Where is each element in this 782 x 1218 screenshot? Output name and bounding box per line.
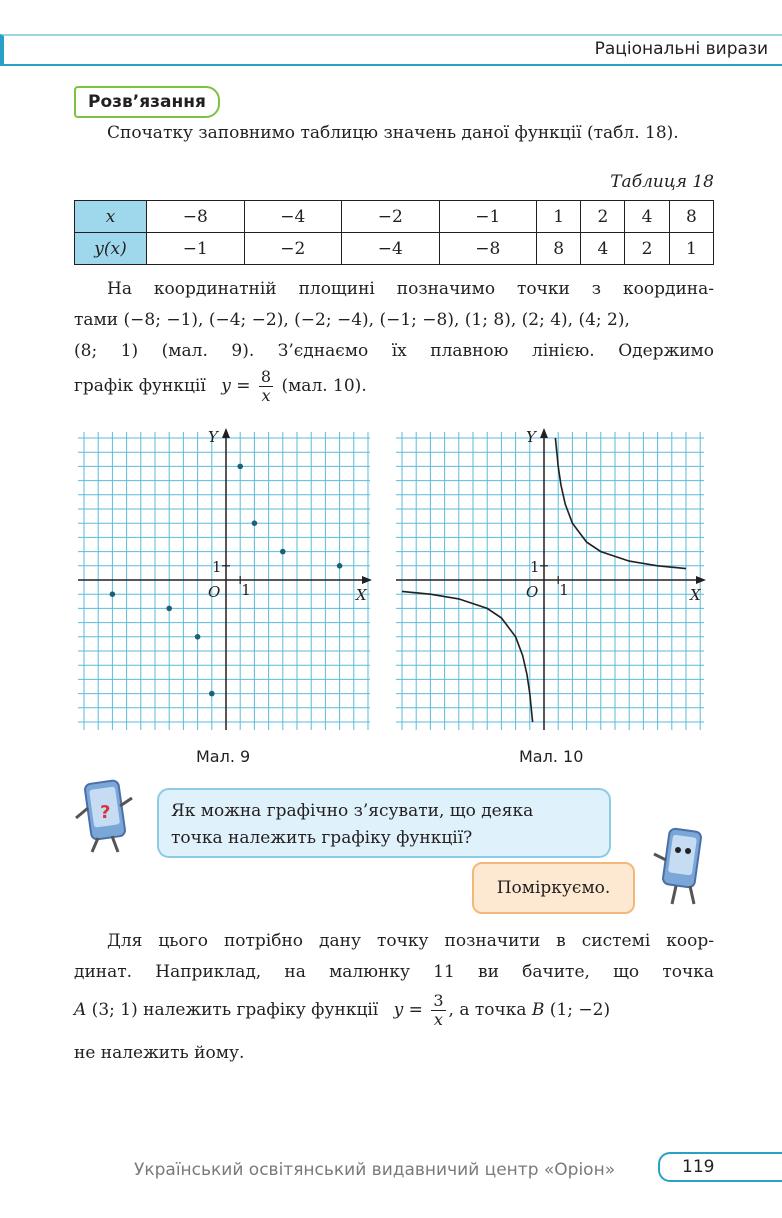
point-a-label: A: [74, 1000, 87, 1020]
table-cell: −4: [342, 233, 440, 265]
header-bar: [0, 34, 782, 66]
question-line: точка належить графіку функції?: [171, 828, 473, 848]
text-span: (мал. 10).: [281, 376, 367, 396]
paragraph-points: [74, 274, 714, 305]
table-cell: 4: [581, 233, 625, 265]
hyperbola-branch-left: [402, 591, 533, 722]
fraction-denominator: x: [261, 386, 271, 405]
formula-eq: =: [408, 1000, 423, 1020]
table-cell: −1: [147, 233, 245, 265]
y-axis-arrow: [540, 428, 548, 438]
formula-line: [74, 368, 714, 405]
y-axis-label: Y: [526, 428, 536, 446]
table-cell: 2: [625, 233, 669, 265]
fraction-numerator: 3: [433, 991, 444, 1010]
table-row-x: [75, 201, 714, 233]
solution-label: Розв’язання: [74, 86, 220, 118]
publisher-footer: Український освітянський видавничий центр «Оріон»: [134, 1160, 616, 1180]
text-span: (1; −2): [544, 1000, 611, 1020]
table-cell: −4: [244, 201, 342, 233]
table-cell: −8: [147, 201, 245, 233]
formula-y: y: [221, 376, 231, 396]
chapter-title: Раціональні вирази: [594, 39, 768, 59]
text-line: динат. Наприклад, на малюнку 11 ви бачите, що точка: [74, 962, 714, 982]
text-span: графік функції: [74, 376, 206, 396]
text-line: не належить йому.: [74, 1043, 245, 1063]
figure-9-scatter: [78, 428, 374, 734]
formula-line: [74, 992, 714, 1029]
values-table: [74, 200, 714, 265]
data-point: [209, 691, 215, 697]
figure-10-hyperbola: [396, 428, 708, 734]
formula-y: y: [393, 1000, 404, 1020]
data-point: [166, 606, 172, 612]
table-cell: 8: [669, 201, 713, 233]
data-point: [237, 464, 243, 470]
answer-bubble: Поміркуємо.: [472, 862, 635, 914]
data-point: [337, 563, 343, 569]
table-cell: −1: [439, 201, 537, 233]
text-line: На координатній площині позначимо точки з координа-: [107, 279, 714, 299]
x-unit-label: 1: [559, 581, 569, 599]
table-cell: 1: [537, 201, 581, 233]
point-b-label: B: [531, 1000, 545, 1020]
text-span: , а точка: [448, 1000, 532, 1020]
formula-eq: =: [236, 376, 251, 396]
x-axis-label: X: [690, 586, 701, 604]
table-row-y: [75, 233, 714, 265]
phone-character-thinking-icon: [652, 826, 716, 910]
text-span: (3; 1) належить графіку функції: [86, 1000, 379, 1020]
table-head-y: y(x): [75, 233, 147, 265]
fraction-8-over-x: [259, 368, 273, 405]
table-cell: 2: [581, 201, 625, 233]
phone-character-question-icon: [72, 778, 142, 856]
origin-label: O: [208, 583, 221, 601]
text-line: (8; 1) (мал. 9). З’єднаємо їх плавною лінією. Одержимо: [74, 341, 714, 361]
table-caption: Таблиця 18: [610, 172, 714, 192]
x-axis-arrow: [362, 576, 372, 584]
fraction-3-over-x: [431, 992, 445, 1029]
table-cell: 8: [537, 233, 581, 265]
fraction-numerator: 8: [260, 367, 272, 386]
text-line: тами (−8; −1), (−4; −2), (−2; −4), (−1; −8), (1; 8), (2; 4), (4; 2),: [74, 310, 630, 330]
table-cell: −2: [244, 233, 342, 265]
table-head-x: x: [75, 201, 147, 233]
data-point: [252, 520, 258, 526]
y-unit-label: 1: [530, 557, 540, 576]
x-axis-arrow: [696, 576, 706, 584]
data-point: [280, 549, 286, 555]
page-number: 119: [658, 1152, 782, 1182]
table-cell: 4: [625, 201, 669, 233]
text-line: Для цього потрібно дану точку позначити в системі коор-: [107, 931, 714, 951]
hyperbola-branch-right: [555, 438, 686, 569]
x-axis-label: X: [356, 586, 367, 604]
grid: [396, 432, 704, 730]
y-axis-arrow: [222, 428, 230, 438]
question-line: Як можна графічно з’ясувати, що деяка: [171, 801, 534, 821]
svg-text:?: ?: [100, 802, 111, 823]
data-point: [110, 591, 116, 597]
table-cell: 1: [669, 233, 713, 265]
origin-label: O: [526, 583, 539, 601]
x-unit-label: 1: [241, 581, 251, 599]
data-point: [195, 634, 201, 640]
y-unit-label: 1: [212, 557, 222, 576]
table-cell: −8: [439, 233, 537, 265]
fraction-denominator: x: [433, 1010, 443, 1029]
figure-10-caption: Мал. 10: [519, 747, 584, 766]
figure-9-caption: Мал. 9: [196, 747, 251, 766]
y-axis-label: Y: [208, 428, 218, 446]
intro-text: Спочатку заповнимо таблицю значень даної функції (табл. 18).: [107, 123, 679, 143]
question-bubble: [157, 788, 611, 858]
table-cell: −2: [342, 201, 440, 233]
